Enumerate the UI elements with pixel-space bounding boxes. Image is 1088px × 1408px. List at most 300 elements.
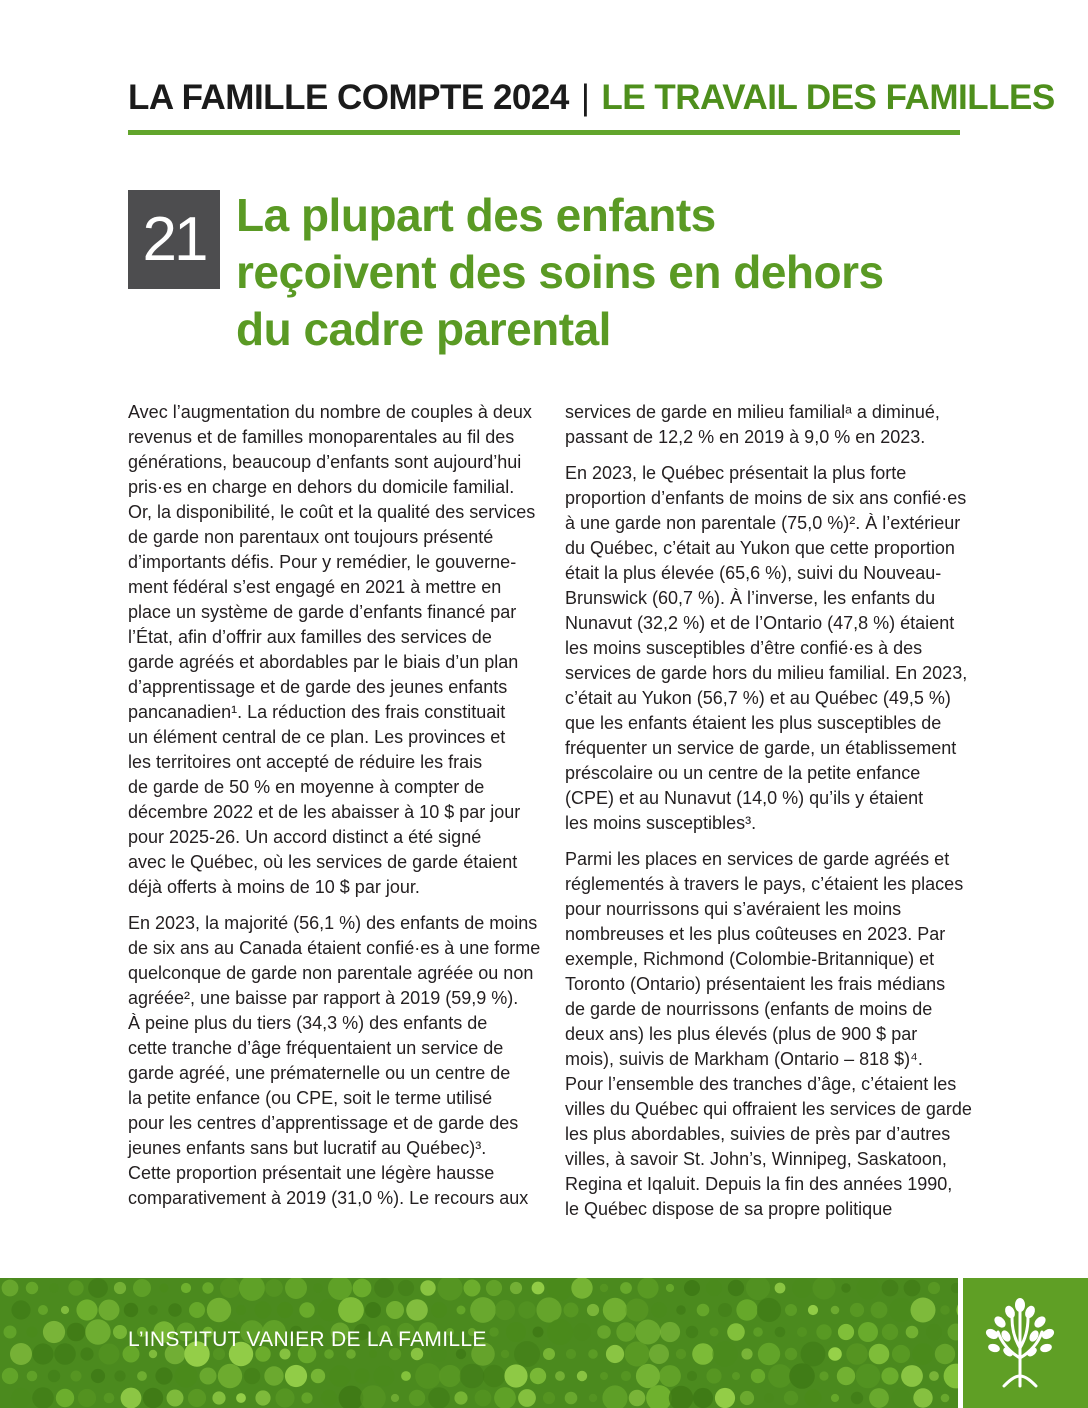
pattern-dot [913, 1388, 932, 1407]
pattern-dot [669, 1386, 693, 1408]
pattern-dot [606, 1345, 624, 1363]
pattern-dot [264, 1366, 283, 1385]
pattern-dot [684, 1280, 700, 1296]
pattern-dot [636, 1320, 661, 1345]
pattern-dot [2, 1368, 18, 1384]
pattern-dot [944, 1364, 958, 1389]
pattern-dot [460, 1364, 485, 1389]
text-line: Nunavut (32,2 %) et de l’Ontario (47,8 %) étaient [565, 613, 955, 633]
pattern-dot [354, 1368, 369, 1383]
pattern-dot [637, 1278, 658, 1299]
pattern-dot [764, 1393, 774, 1403]
text-line: pour les centres d’apprentissage et de garde des [128, 1113, 519, 1133]
pattern-dot [850, 1303, 864, 1317]
title-line: reçoivent des soins en dehors [236, 246, 884, 298]
pattern-dot [68, 1280, 83, 1295]
pattern-dot [718, 1303, 732, 1317]
pattern-dot [753, 1327, 763, 1337]
pattern-dot [715, 1388, 735, 1408]
pattern-dot [43, 1321, 65, 1343]
pattern-dot [941, 1394, 950, 1403]
institute-name: L’INSTITUT VANIER DE LA FAMILLE [128, 1328, 487, 1351]
pattern-dot [137, 1371, 147, 1381]
text-line: Parmi les places en services de garde agréés et [565, 849, 950, 869]
text-line: garde agréés et abordables par le biais d’un plan [128, 652, 519, 672]
pattern-dot [428, 1387, 450, 1408]
text-line: de garde de 50 % en moyenne à compter de [128, 777, 485, 797]
pattern-dot [91, 1369, 105, 1383]
article-number: 21 [128, 190, 220, 289]
pattern-dot [816, 1324, 831, 1339]
text-line: pris·es en charge en dehors du domicile familial. [128, 477, 515, 497]
pattern-dot [518, 1301, 535, 1318]
pattern-dot [113, 1325, 127, 1339]
pattern-dot [600, 1372, 608, 1380]
pattern-dot [168, 1303, 181, 1316]
pattern-dot [532, 1282, 545, 1295]
pattern-dot [189, 1302, 205, 1318]
pattern-dot [741, 1348, 752, 1359]
pattern-dot [801, 1342, 826, 1367]
pattern-dot [881, 1367, 898, 1384]
pattern-dot [858, 1322, 878, 1342]
text-line: mois), suivis de Markham (Ontario – 818 $)⁴. [565, 1049, 923, 1069]
text-line: services de garde hors du milieu familial. En 2023, [565, 663, 968, 683]
pattern-dot [114, 1370, 125, 1381]
pattern-dot [514, 1341, 540, 1367]
pattern-dot [67, 1323, 86, 1342]
pattern-dot [948, 1324, 959, 1341]
pattern-dot [600, 1284, 608, 1292]
text-line: Regina et Iqaluit. Depuis la fin des années 1990, [565, 1174, 953, 1194]
pattern-dot [506, 1322, 526, 1342]
text-line: de garde de nourrissons (enfants de moins de [565, 999, 933, 1019]
pattern-dot [819, 1371, 828, 1380]
pattern-dot [666, 1284, 674, 1292]
header-separator: | [580, 78, 590, 117]
pattern-dot [202, 1282, 213, 1293]
pattern-dot [148, 1305, 157, 1314]
text-line: ment fédéral s’est engagé en 2021 à mettre en [128, 577, 502, 597]
pattern-dot [785, 1304, 797, 1316]
text-line: En 2023, la majorité (56,1 %) des enfants de moins [128, 913, 538, 933]
pattern-dot [602, 1385, 627, 1408]
pattern-dot [174, 1364, 197, 1387]
pattern-dot [236, 1393, 246, 1403]
pattern-dot [212, 1391, 225, 1404]
pattern-dot [768, 1364, 792, 1388]
pattern-dot [736, 1299, 757, 1320]
pattern-dot [454, 1391, 467, 1404]
text-line: Avec l’augmentation du nombre de couples à deux [128, 402, 532, 422]
pattern-dot [758, 1343, 780, 1365]
pattern-dot [536, 1297, 561, 1322]
text-line: déjà offerts à moins de 10 $ par jour. [128, 877, 420, 897]
pattern-dot [71, 1371, 82, 1382]
pattern-dot [328, 1278, 352, 1300]
pattern-dot [906, 1326, 919, 1339]
pattern-dot [573, 1323, 591, 1341]
text-line: la petite enfance (ou CPE, soit le terme utilisé [128, 1088, 493, 1108]
text-line: les moins susceptibles³. [565, 813, 757, 833]
pattern-dot [518, 1389, 536, 1407]
pattern-dot [486, 1280, 502, 1296]
pattern-dot [475, 1390, 492, 1407]
pattern-dot [374, 1278, 394, 1298]
pattern-dot [636, 1364, 660, 1388]
pattern-dot [808, 1305, 818, 1315]
pattern-dot [265, 1279, 283, 1297]
text-line: villes, à savoir St. John’s, Winnipeg, Saskatoon, [565, 1149, 947, 1169]
pattern-dot [200, 1368, 217, 1385]
pattern-dot [439, 1365, 461, 1387]
text-line: cette tranche d’âge fréquentaient un service de [128, 1038, 504, 1058]
text-line: passant de 12,2 % en 2019 à 9,0 % en 2023. [565, 427, 926, 447]
pattern-dot [565, 1392, 578, 1405]
page-header [128, 78, 1055, 128]
text-line: fréquenter un service de garde, un établissement [565, 738, 957, 758]
pattern-dot [589, 1394, 597, 1402]
text-line: un élément central de ce plan. Les provinces et [128, 727, 506, 747]
pattern-dot [311, 1369, 325, 1383]
pattern-dot [437, 1278, 462, 1301]
pattern-dot [470, 1297, 496, 1323]
pattern-dot [401, 1371, 411, 1381]
pattern-dot [27, 1327, 38, 1338]
pattern-dot [431, 1302, 447, 1318]
pattern-dot [547, 1278, 572, 1301]
pattern-dot [892, 1345, 910, 1363]
pattern-dot [851, 1392, 863, 1404]
pattern-dot [133, 1279, 151, 1297]
pattern-dot [543, 1348, 555, 1360]
text-line: avec le Québec, où les services de garde étaient [128, 852, 518, 872]
pattern-dot [838, 1324, 854, 1340]
pattern-dot [564, 1303, 579, 1318]
pattern-dot [457, 1306, 466, 1315]
pattern-dot [857, 1278, 880, 1300]
pattern-dot [155, 1367, 172, 1384]
pattern-dot [626, 1299, 649, 1322]
text-line: à une garde non parentale (75,0 %)². À l’extérieur [565, 513, 961, 533]
pattern-dot [160, 1284, 169, 1293]
pattern-dot [746, 1278, 770, 1300]
pattern-dot [49, 1283, 58, 1292]
pattern-dot [751, 1369, 765, 1383]
text-line: préscolaire ou un centre de la petite enfance [565, 763, 921, 783]
text-line: services de garde en milieu familialᵃ a diminué, [565, 402, 940, 422]
text-line: revenus et de familles monoparentales au fil des [128, 427, 515, 447]
text-line: que les enfants étaient les plus susceptibles de [565, 713, 942, 733]
pattern-dot [646, 1385, 672, 1408]
text-line: réglementés à travers le pays, c’étaient les places [565, 874, 964, 894]
pattern-dot [616, 1322, 635, 1341]
pattern-dot [710, 1328, 719, 1337]
pattern-dot [56, 1389, 74, 1407]
pattern-dot [882, 1324, 898, 1340]
pattern-dot [603, 1298, 627, 1322]
text-line: c’était au Yukon (56,7 %) et au Québec (49,5 %) [565, 688, 951, 708]
pattern-dot [329, 1365, 351, 1387]
pattern-dot [285, 1365, 307, 1387]
pattern-dot [88, 1278, 108, 1298]
pattern-dot [495, 1300, 515, 1320]
pattern-dot [504, 1364, 527, 1387]
text-line: (CPE) et au Nunavut (14,0 %) qu’ils y étaient [565, 788, 924, 808]
pattern-dot [775, 1327, 786, 1338]
pattern-dot [804, 1389, 821, 1406]
pattern-dot [121, 1388, 142, 1408]
text-line: place un système de garde d’enfants financé par [128, 602, 517, 622]
pattern-dot [301, 1392, 312, 1403]
pattern-dot [951, 1283, 958, 1293]
pattern-dot [831, 1306, 840, 1315]
pattern-dot [4, 1326, 17, 1339]
pattern-dot [757, 1298, 781, 1322]
pattern-dot [124, 1303, 138, 1317]
pattern-dot [621, 1371, 631, 1381]
pattern-dot [27, 1371, 38, 1382]
paragraph-gap [565, 836, 975, 847]
text-line: du Québec, c’était au Yukon que cette proportion [565, 538, 955, 558]
section-title: LE TRAVAIL DES FAMILLES [601, 78, 1055, 117]
pattern-dot [797, 1327, 807, 1337]
pattern-dot [869, 1344, 890, 1365]
pattern-dot [275, 1388, 294, 1407]
text-line: Or, la disponibilité, le coût et la qualité des services [128, 502, 536, 522]
pattern-dot [629, 1390, 646, 1407]
pattern-dot [2, 1280, 19, 1297]
pattern-dot [813, 1278, 836, 1300]
pattern-dot [785, 1348, 797, 1360]
pattern-dot [255, 1302, 272, 1319]
pattern-dot [54, 1343, 76, 1365]
pattern-dot [706, 1280, 722, 1296]
pattern-dot [732, 1372, 740, 1380]
pattern-dot [660, 1322, 680, 1342]
pattern-dot [597, 1325, 611, 1339]
paragraph-gap [565, 450, 975, 461]
pattern-dot [38, 1305, 48, 1315]
pattern-dot [676, 1305, 686, 1315]
text-line: l’État, afin d’offrir aux familles des services de [128, 627, 492, 647]
pattern-dot [420, 1280, 435, 1295]
text-line: proportion d’enfants de moins de six ans confié·es [565, 488, 967, 508]
right-column [565, 400, 975, 1222]
text-line: villes du Québec qui offraient les services de garde [565, 1099, 972, 1119]
pattern-dot [48, 1370, 60, 1382]
pattern-dot [935, 1344, 955, 1364]
pattern-dot [928, 1282, 940, 1294]
text-line: Pour l’ensemble des tranches d’âge, c’étaient les [565, 1074, 957, 1094]
pattern-dot [494, 1387, 516, 1408]
title-line: du cadre parental [236, 303, 611, 355]
pattern-dot [697, 1304, 710, 1317]
pattern-dot [693, 1388, 713, 1408]
pattern-dot [891, 1388, 911, 1408]
text-line: comparativement à 2019 (31,0 %). Le recours aux [128, 1188, 529, 1208]
pattern-dot [32, 1343, 53, 1364]
pattern-dot [207, 1298, 231, 1322]
title-line: La plupart des enfants [236, 189, 716, 241]
text-line: garde agréé, une prématernelle ou un centre de [128, 1063, 511, 1083]
pattern-dot [649, 1344, 669, 1364]
pattern-dot [483, 1365, 505, 1387]
pattern-dot [555, 1371, 565, 1381]
pattern-dot [926, 1324, 942, 1340]
pattern-dot [882, 1280, 899, 1297]
text-line: le Québec dispose de sa propre politique [565, 1199, 893, 1219]
header-rule [128, 130, 960, 135]
pattern-dot [588, 1349, 598, 1359]
text-line: nombreuses et les plus coûteuses en 2023. Par [565, 924, 946, 944]
text-line: décembre 2022 et de les abaisser à 10 $ par jour [128, 802, 521, 822]
pattern-dot [338, 1297, 364, 1323]
pattern-dot [912, 1343, 934, 1365]
pattern-dot [740, 1391, 754, 1405]
text-line: de six ans au Canada étaient confié·es à une forme [128, 938, 541, 958]
pattern-dot [625, 1342, 650, 1367]
pattern-dot [398, 1280, 414, 1296]
text-line: deux ans) les plus élevés (plus de 900 $ par [565, 1024, 918, 1044]
text-line: d’apprentissage et de garde des jeunes enfants [128, 677, 508, 697]
pattern-dot [299, 1302, 314, 1317]
pattern-dot [789, 1363, 815, 1389]
text-line: pour 2025-26. Un accord distinct a été signé [128, 827, 482, 847]
text-line: de garde non parentaux ont toujours présenté [128, 527, 494, 547]
pattern-dot [80, 1347, 93, 1360]
pattern-dot [577, 1371, 587, 1381]
pattern-dot [339, 1386, 364, 1408]
pattern-dot [406, 1299, 428, 1321]
pattern-dot [775, 1283, 786, 1294]
pattern-dot [220, 1278, 240, 1298]
pattern-dot [11, 1300, 30, 1319]
pattern-dot [391, 1394, 399, 1402]
pattern-dot [78, 1389, 96, 1407]
pattern-dot [143, 1388, 163, 1408]
pattern-dot [566, 1349, 576, 1359]
article-title [236, 187, 956, 358]
text-line: était la plus élevée (65,6 %), suivi du Nouveau- [565, 563, 942, 583]
pattern-dot [114, 1282, 126, 1294]
pattern-dot [530, 1368, 546, 1384]
pattern-dot [181, 1283, 191, 1293]
text-line: jeunes enfants sans but lucratif au Québec)³. [128, 1138, 487, 1158]
pattern-dot [501, 1350, 509, 1358]
pattern-dot [571, 1278, 592, 1299]
pattern-dot [727, 1323, 745, 1341]
text-line: les plus abordables, suivies de près par d’autres [565, 1124, 951, 1144]
pattern-dot [706, 1368, 721, 1383]
pattern-dot [386, 1301, 404, 1319]
pattern-dot [353, 1279, 372, 1298]
pattern-dot [99, 1344, 120, 1365]
text-line: générations, beaucoup d’enfants sont aujourd’hui [128, 452, 522, 472]
pattern-dot [32, 1387, 54, 1408]
pattern-dot [904, 1280, 921, 1297]
pattern-dot [321, 1390, 337, 1406]
pattern-dot [104, 1393, 115, 1404]
text-line: d’importants défis. Pour y remédier, le gouverne- [128, 552, 517, 572]
pattern-dot [255, 1390, 270, 1405]
pattern-dot [99, 1300, 120, 1321]
pattern-dot [831, 1394, 839, 1402]
pattern-dot [85, 1319, 110, 1344]
pattern-dot [360, 1385, 386, 1408]
pattern-dot [687, 1371, 697, 1381]
pattern-dot [26, 1282, 38, 1294]
text-line: Cette proportion présentait une légère hausse [128, 1163, 495, 1183]
pattern-dot [415, 1363, 441, 1389]
pattern-dot [464, 1280, 481, 1297]
pattern-dot [620, 1282, 632, 1294]
text-line: Brunswick (60,7 %). À l’inverse, les enfants du [565, 588, 936, 608]
pattern-dot [929, 1371, 939, 1381]
pattern-dot [313, 1283, 322, 1292]
pattern-dot [901, 1365, 923, 1387]
pattern-dot [285, 1278, 307, 1299]
text-line: les moins susceptibles d’être confié·es à des [565, 638, 923, 658]
pattern-dot [587, 1304, 599, 1316]
pattern-dot [318, 1299, 340, 1321]
pattern-dot [889, 1298, 913, 1322]
pattern-dot [792, 1278, 812, 1298]
pattern-dot [676, 1349, 686, 1359]
pattern-dot [374, 1366, 395, 1387]
pattern-dot [692, 1343, 714, 1365]
pattern-dot [543, 1392, 555, 1404]
pattern-dot [911, 1298, 936, 1323]
pattern-dot [841, 1283, 850, 1292]
text-line: exemple, Richmond (Colombie-Britannique) et [565, 949, 935, 969]
pattern-dot [489, 1327, 499, 1337]
pattern-dot [244, 1368, 261, 1385]
text-line: pancanadien¹. La réduction des frais constituait [128, 702, 506, 722]
text-line: À peine plus du tiers (34,3 %) des enfants de [128, 1013, 488, 1033]
pattern-dot [277, 1302, 293, 1318]
pattern-dot [686, 1326, 698, 1338]
pattern-dot [76, 1299, 97, 1320]
pattern-dot [510, 1282, 522, 1294]
pattern-dot [11, 1388, 31, 1408]
pattern-dot [167, 1390, 184, 1407]
publication-title: LA FAMILLE COMPTE 2024 [128, 78, 569, 117]
text-line: Toronto (Ontario) présentaient les frais médians [565, 974, 946, 994]
pattern-dot [409, 1390, 425, 1406]
pattern-dot [784, 1391, 798, 1405]
pattern-dot [61, 1306, 69, 1314]
pattern-dot [365, 1302, 381, 1318]
pattern-dot [846, 1343, 868, 1365]
text-line: pour nourrissons qui s’avéraient les moins [565, 899, 902, 919]
text-line: En 2023, le Québec présentait la plus forte [565, 463, 907, 483]
pattern-dot [940, 1305, 950, 1315]
pattern-dot [869, 1388, 889, 1408]
pattern-dot [218, 1364, 242, 1388]
pattern-dot [828, 1347, 842, 1361]
left-column [128, 400, 541, 1211]
text-line: quelconque de garde non parentale agréée ou non [128, 963, 534, 983]
paragraph-gap [128, 900, 538, 911]
tree-icon [980, 1296, 1060, 1388]
text-line: les territoires ont accepté de réduire les frais [128, 752, 483, 772]
pattern-dot [659, 1365, 681, 1387]
pattern-dot [871, 1302, 888, 1319]
pattern-dot [236, 1305, 246, 1315]
pattern-dot [533, 1327, 544, 1338]
pattern-dot [547, 1319, 573, 1345]
